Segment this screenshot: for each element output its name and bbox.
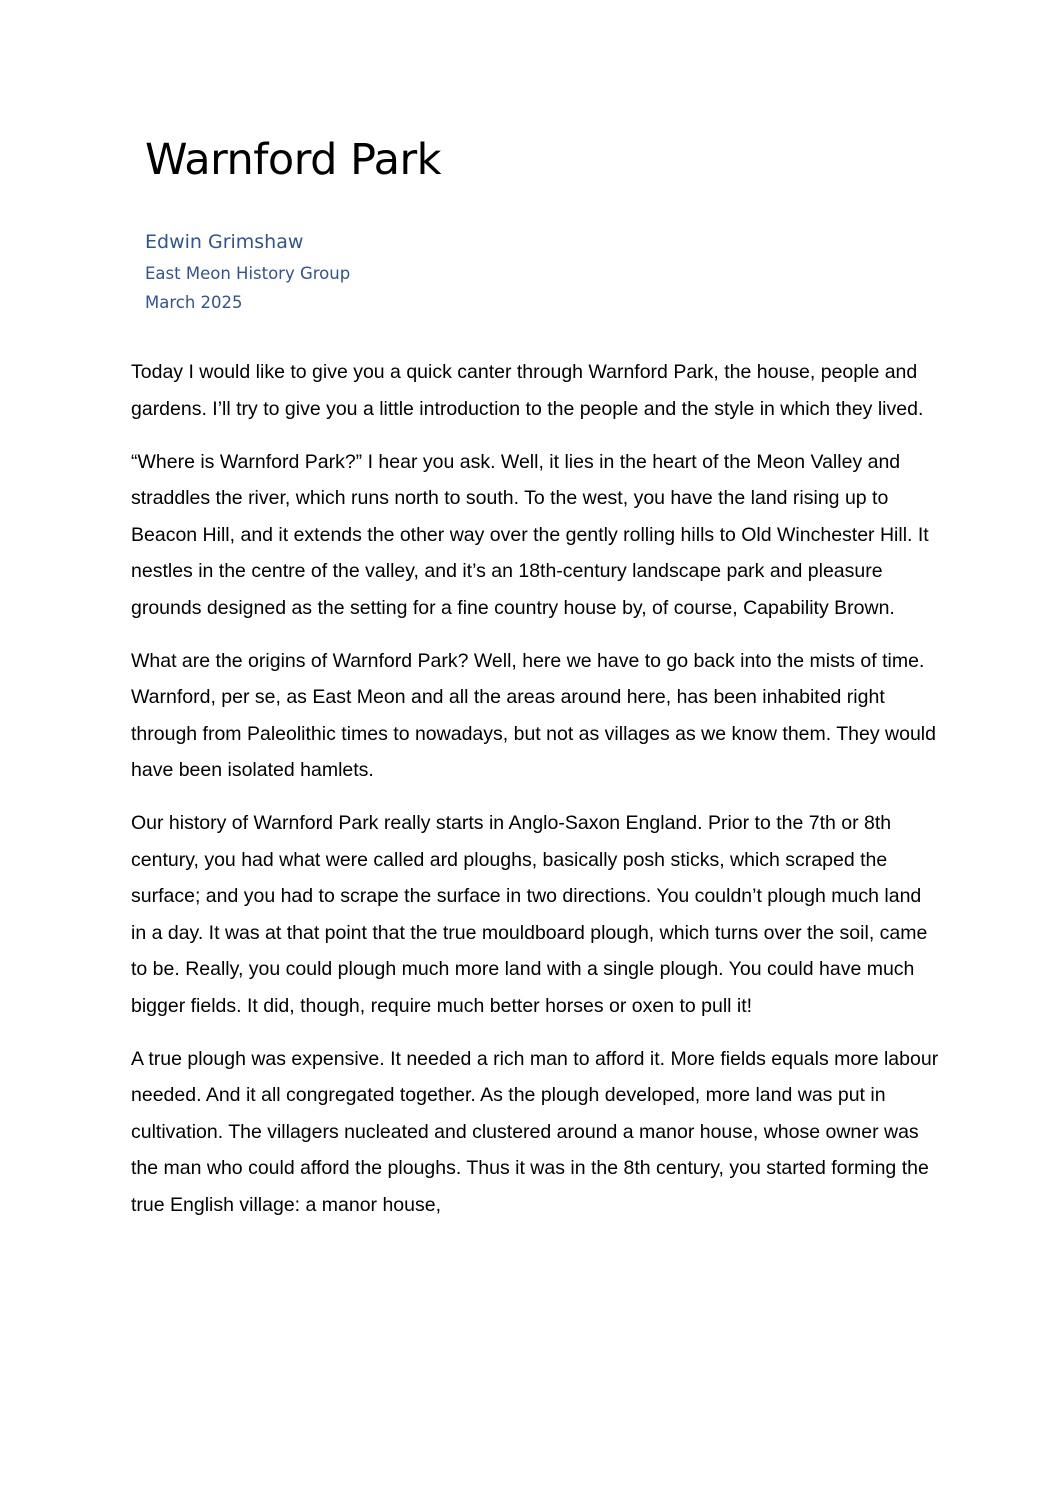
document-date: March 2025 [145, 293, 243, 312]
paragraph: Our history of Warnford Park really starts in Anglo-Saxon England. Prior to the 7th or 8th century, you had what were called ard ploughs, basically posh sticks, which scraped the surface; and you had to scrape the surface in two directions. You couldn’t plough much land in a day. It was at that point that the true mouldboard plough, which turns over the soil, came to be. Really, you could plough much more land with a single plough. You could have much bigger fields. It did, though, require much better horses or oxen to pull it! [131, 812, 928, 1017]
paragraph: What are the origins of Warnford Park? Well, here we have to go back into the mists of time. Warnford, per se, as East Meon and all the areas around here, has been inhabited right through from Paleolithic times to nowadays, but not as villages as we know them. They would have been isolated hamlets. [131, 649, 936, 781]
organisation-name: East Meon History Group [145, 264, 351, 283]
paragraph: A true plough was expensive. It needed a rich man to afford it. More fields equals more labour needed. And it all congregated together. As the plough developed, more land was put in cultivation. The villagers nucleated and clustered around a manor house, whose owner was the man who could afford the ploughs. Thus it was in the 8th century, you started forming the true English village: a manor house, [131, 1047, 939, 1216]
paragraph: “Where is Warnford Park?” I hear you ask. Well, it lies in the heart of the Meon Valley and straddles the river, which runs north to south. To the west, you have the land rising up to Beacon Hill, and it extends the other way over the gently rolling hills to Old Winchester Hill. It nestles in the centre of the valley, and it’s an 18th-century landscape park and pleasure grounds designed as the setting for a fine country house by, of course, Capability Brown. [131, 450, 929, 619]
author-name: Edwin Grimshaw [145, 231, 304, 253]
body-text [131, 354, 941, 1240]
document-title: Warnford Park [145, 135, 442, 185]
paragraph: Today I would like to give you a quick canter through Warnford Park, the house, people and gardens. I’ll try to give you a little introduction to the people and the style in which they lived. [131, 361, 924, 420]
